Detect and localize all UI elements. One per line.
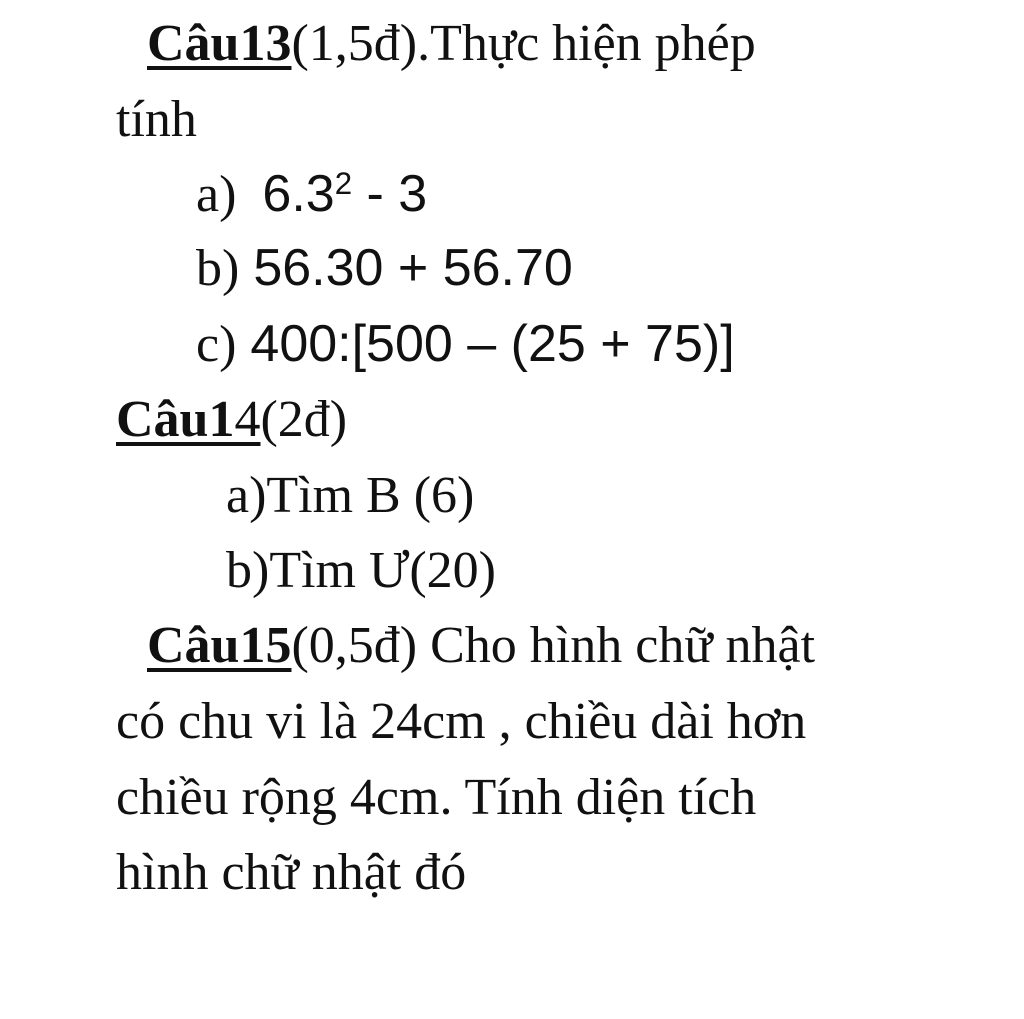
question-14-title — [116, 391, 348, 448]
expression-base: 6.3 — [262, 165, 335, 223]
question-14-points: (2đ) — [260, 391, 348, 448]
part-a-label: a) — [196, 166, 237, 223]
part-c-label: c) — [196, 316, 237, 373]
question-13-part-c — [196, 315, 735, 373]
expression-tail: - 3 — [352, 165, 428, 223]
question-15-text-line-4: hình chữ nhật đó — [116, 844, 467, 901]
part-b-expression: 56.30 + 56.70 — [253, 239, 573, 297]
expression-exponent: 2 — [334, 165, 353, 201]
question-15-text: (0,5đ) Cho hình chữ nhật — [291, 617, 816, 674]
question-13-part-a — [196, 165, 428, 223]
question-15-title — [147, 617, 816, 674]
question-13-instruction-continued: tính — [116, 91, 197, 148]
part-c-expression: 400:[500 – (25 + 75)] — [250, 315, 735, 373]
question-13-title — [147, 15, 756, 72]
part-b-label: b) — [196, 240, 240, 297]
question-14-heading: Câu14 — [116, 391, 261, 448]
question-15-text-line-2: có chu vi là 24cm , chiều dài hơn — [116, 693, 807, 750]
question-15-text-line-3: chiều rộng 4cm. Tính diện tích — [116, 769, 757, 826]
part-a-expression — [262, 165, 427, 223]
question-13-heading: Câu13 — [147, 15, 292, 72]
question-14-part-b: b)Tìm Ư(20) — [226, 542, 496, 599]
question-13-instruction: (1,5đ).Thực hiện phép — [291, 15, 756, 72]
question-14-part-a: a)Tìm B (6) — [226, 467, 475, 524]
question-13-part-b — [196, 239, 573, 297]
question-15-heading: Câu15 — [147, 617, 292, 674]
